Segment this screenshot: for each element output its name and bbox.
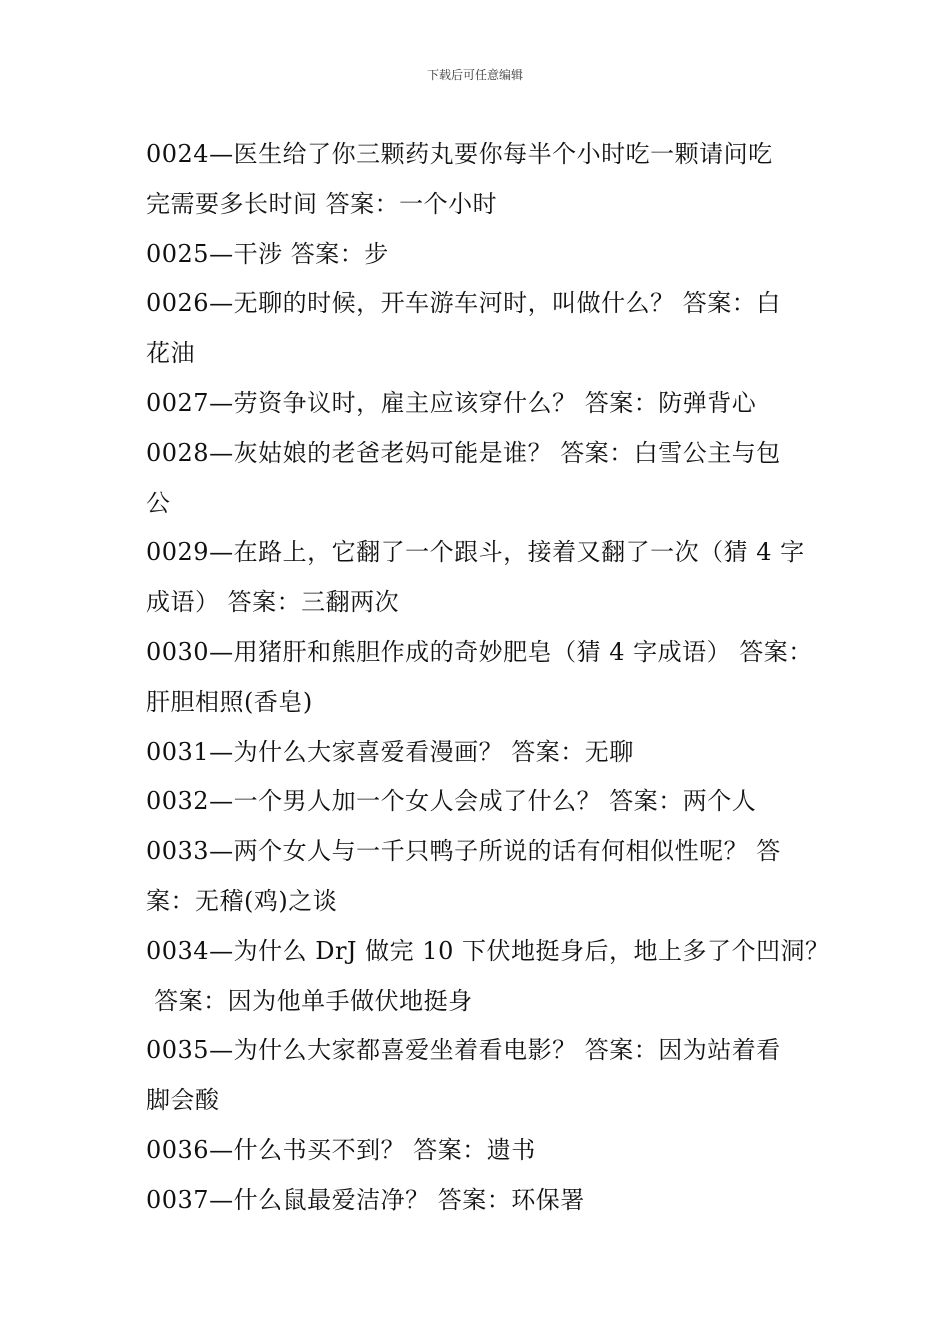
text-line: 0035—为什么大家都喜爱坐着看电影？ 答案：因为站着看 bbox=[146, 1036, 781, 1065]
text-line: 脚会酸 bbox=[146, 1086, 220, 1115]
text-line: 公 bbox=[146, 488, 171, 517]
text-line: 0031—为什么大家喜爱看漫画？ 答案：无聊 bbox=[146, 737, 634, 766]
text-line: 花油 bbox=[146, 339, 195, 368]
text-line: 0032—一个男人加一个女人会成了什么？ 答案：两个人 bbox=[146, 787, 757, 816]
text-line: 成语） 答案：三翻两次 bbox=[146, 588, 400, 617]
text-line: 0027—劳资争议时，雇主应该穿什么？ 答案：防弹背心 bbox=[146, 388, 757, 417]
text-line: 答案：因为他单手做伏地挺身 bbox=[146, 986, 473, 1015]
text-line: 案：无稽(鸡)之谈 bbox=[146, 886, 338, 915]
riddle-text-body bbox=[146, 130, 830, 1226]
text-line: 0024—医生给了你三颗药丸要你每半个小时吃一颗请问吃 bbox=[146, 140, 773, 168]
text-line: 0037—什么鼠最爱洁净？ 答案：环保署 bbox=[146, 1185, 585, 1214]
text-line: 0028—灰姑娘的老爸老妈可能是谁？ 答案：白雪公主与包 bbox=[146, 438, 781, 467]
text-line: 0033—两个女人与一千只鸭子所说的话有何相似性呢？ 答 bbox=[146, 837, 781, 866]
text-line: 0029—在路上，它翻了一个跟斗，接着又翻了一次（猜 4 字 bbox=[146, 538, 805, 567]
text-line: 0025—干涉 答案：步 bbox=[146, 239, 389, 268]
text-line: 0034—为什么 DrJ 做完 10 下伏地挺身后，地上多了个凹洞？ bbox=[146, 936, 830, 965]
text-line: 0026—无聊的时候，开车游车河时，叫做什么？ 答案：白 bbox=[146, 289, 781, 318]
text-line: 肝胆相照(香皂) bbox=[146, 687, 313, 716]
text-line: 完需要多长时间 答案：一个小时 bbox=[146, 189, 498, 218]
text-line: 0030—用猪肝和熊胆作成的奇妙肥皂（猜 4 字成语） 答案： bbox=[146, 637, 813, 666]
page-header: 下载后可任意编辑 bbox=[426, 68, 523, 82]
text-line: 0036—什么书买不到？ 答案：遗书 bbox=[146, 1135, 536, 1164]
